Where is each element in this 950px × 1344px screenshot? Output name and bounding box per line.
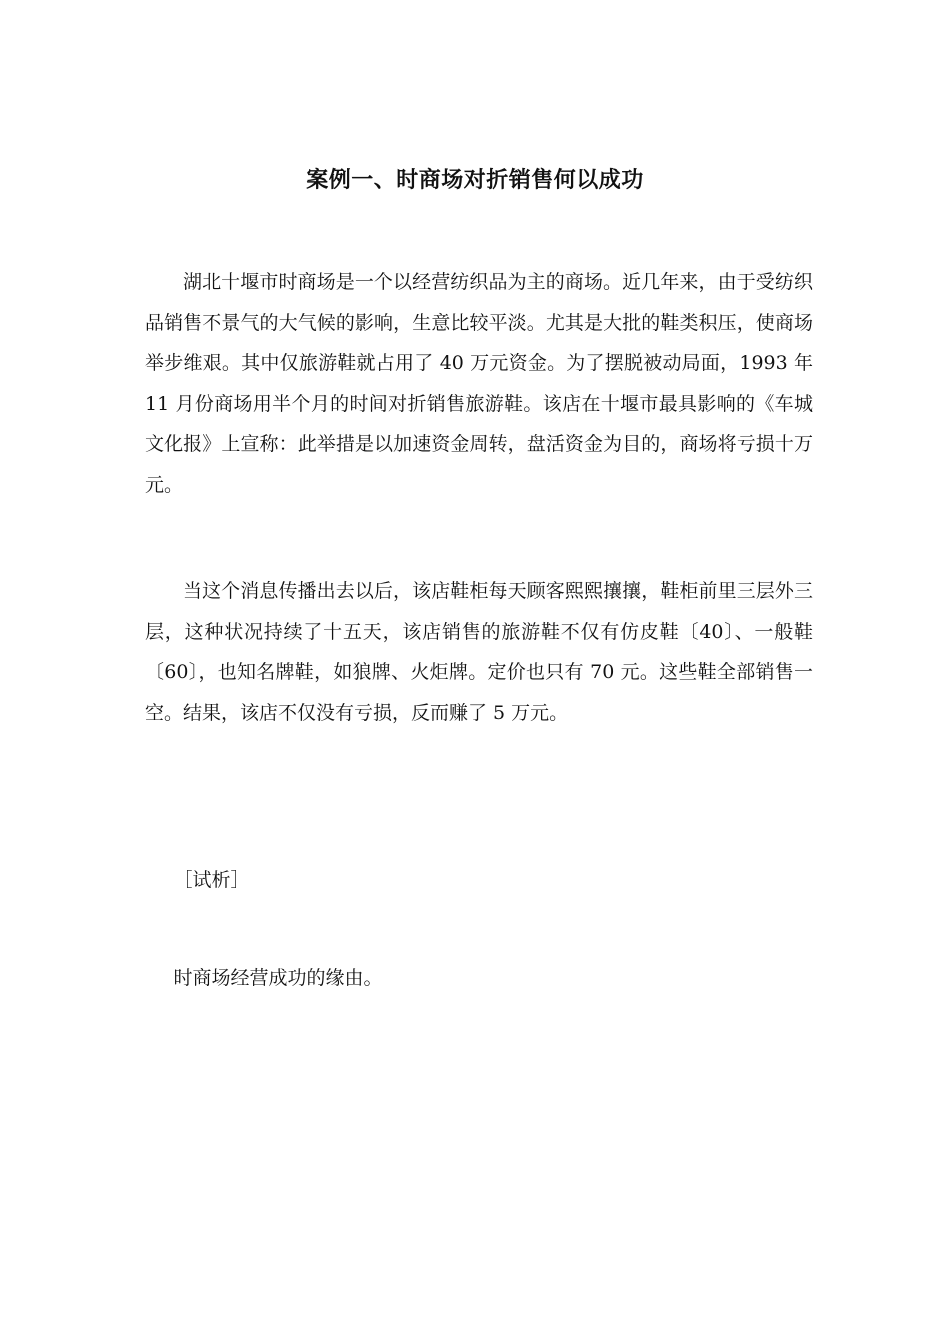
analysis-question: 时商场经营成功的缘由。 xyxy=(173,967,383,989)
paragraph-case-result: 当这个消息传播出去以后，该店鞋柜每天顾客熙熙攘攘，鞋柜前里三层外三层，这种状况持续了十五天，该店销售的旅游鞋不仅有仿皮鞋〔40〕、一般鞋〔60〕，也知名牌鞋，如狼牌、火炬牌。定价也只有 70 元。这些鞋全部销售一空。结果，该店不仅没有亏损，反而赚了 5 万元。 xyxy=(145,580,813,724)
paragraph-case-background: 湖北十堰市时商场是一个以经营纺织品为主的商场。近几年来，由于受纺织品销售不景气的大气候的影响，生意比较平淡。尤其是大批的鞋类积压，使商场举步维艰。其中仅旅游鞋就占用了 40 万元资金。为了摆脱被动局面，1993 年 11 月份商场用半个月的时间对折销售旅游鞋。该店在十堰市最具影响的《车城文化报》上宣称：此举措是以加速资金周转，盘活资金为目的，商场将亏损十万元。 xyxy=(145,271,813,496)
document-title: 案例一、时商场对折销售何以成功 xyxy=(306,167,644,193)
analysis-label: ［试析］ xyxy=(173,869,250,891)
